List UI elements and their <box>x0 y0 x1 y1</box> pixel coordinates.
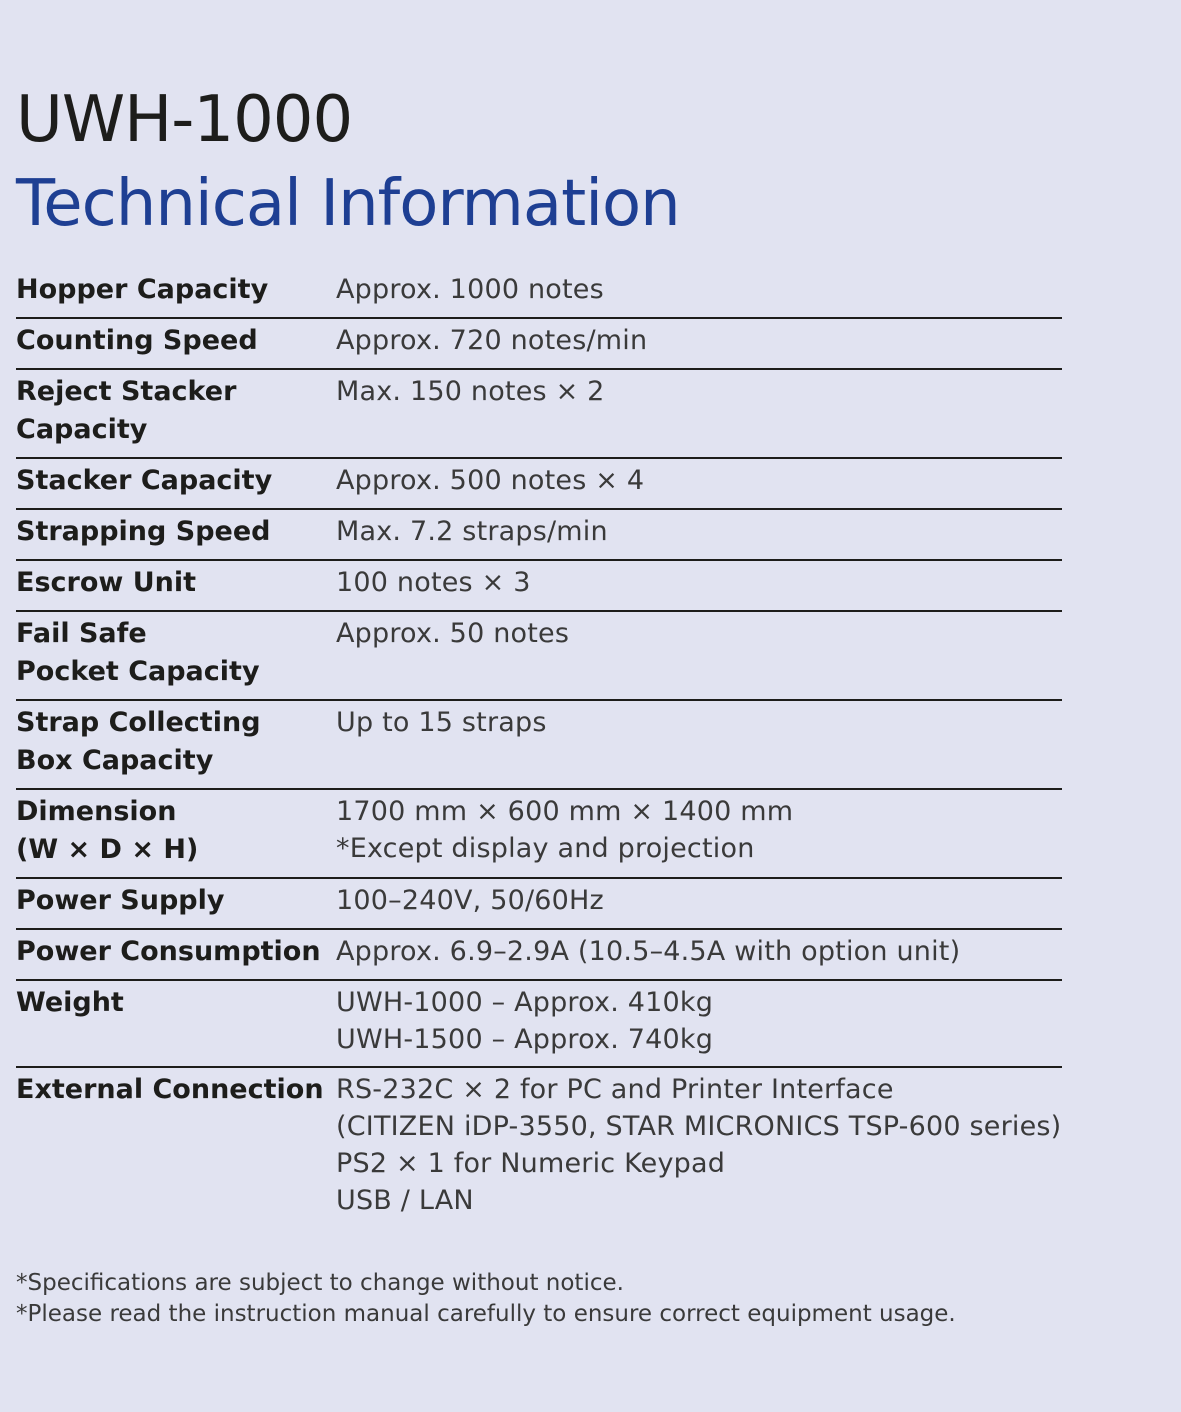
spec-label: Weight <box>16 987 124 1018</box>
spec-row <box>16 790 1062 879</box>
spec-row <box>16 459 1062 510</box>
spec-row <box>16 701 1062 790</box>
spec-label: Strap Collecting Box Capacity <box>16 707 261 776</box>
spec-values <box>336 271 1062 309</box>
spec-values <box>336 322 1062 360</box>
spec-value: UWH-1000 – Approx. 410kg <box>336 987 714 1018</box>
spec-row <box>16 319 1062 370</box>
spec-label: Power Supply <box>16 885 225 916</box>
spec-value: Approx. 720 notes/min <box>336 325 648 356</box>
spec-row <box>16 370 1062 459</box>
spec-value: USB / LAN <box>336 1185 474 1216</box>
spec-value: Max. 150 notes × 2 <box>336 376 605 407</box>
spec-value: 1700 mm × 600 mm × 1400 mm <box>336 796 794 827</box>
spec-value: Approx. 6.9–2.9A (10.5–4.5A with option unit) <box>336 936 961 967</box>
footnote: *Specifications are subject to change without notice. <box>16 1270 624 1296</box>
spec-values <box>336 615 1062 691</box>
spec-row <box>16 561 1062 612</box>
spec-label: Power Consumption <box>16 936 321 967</box>
spec-label: Reject Stacker Capacity <box>16 376 237 445</box>
model-title: UWH-1000 <box>16 83 353 157</box>
spec-value: 100 notes × 3 <box>336 567 531 598</box>
spec-value: Approx. 500 notes × 4 <box>336 465 645 496</box>
spec-row <box>16 612 1062 701</box>
spec-value: (CITIZEN iDP-3550, STAR MICRONICS TSP-600 series) <box>336 1111 1062 1142</box>
spec-row <box>16 1068 1062 1227</box>
spec-values <box>336 704 1062 780</box>
spec-value: RS-232C × 2 for PC and Printer Interface <box>336 1074 894 1105</box>
spec-row <box>16 981 1062 1068</box>
spec-values <box>336 513 1062 551</box>
spec-value: Approx. 1000 notes <box>336 274 604 305</box>
spec-label: Fail Safe Pocket Capacity <box>16 618 260 687</box>
spec-row <box>16 879 1062 930</box>
section-title: Technical Information <box>16 167 680 241</box>
spec-value: Approx. 50 notes <box>336 618 570 649</box>
spec-value: PS2 × 1 for Numeric Keypad <box>336 1148 726 1179</box>
spec-values <box>336 564 1062 602</box>
spec-value: 100–240V, 50/60Hz <box>336 885 604 916</box>
spec-label: Strapping Speed <box>16 516 271 547</box>
spec-values <box>336 1071 1062 1219</box>
spec-label: Escrow Unit <box>16 567 197 598</box>
spec-values <box>336 462 1062 500</box>
spec-values <box>336 933 1062 971</box>
spec-value: Up to 15 straps <box>336 707 547 738</box>
spec-row <box>16 510 1062 561</box>
spec-values <box>336 882 1062 920</box>
spec-value: UWH-1500 – Approx. 740kg <box>336 1024 714 1055</box>
spec-values <box>336 373 1062 449</box>
spec-row <box>16 268 1062 319</box>
spec-values <box>336 984 1062 1058</box>
spec-table <box>16 268 1062 1227</box>
spec-label: Dimension (W × D × H) <box>16 796 199 865</box>
spec-label: Counting Speed <box>16 325 258 356</box>
spec-label: Stacker Capacity <box>16 465 273 496</box>
spec-label: External Connection <box>16 1074 324 1105</box>
footnotes <box>16 1268 1062 1330</box>
spec-row <box>16 930 1062 981</box>
spec-values <box>336 793 1062 869</box>
spec-label: Hopper Capacity <box>16 274 269 305</box>
footnote: *Please read the instruction manual carefully to ensure correct equipment usage. <box>16 1301 956 1327</box>
spec-value: *Except display and projection <box>336 833 755 864</box>
spec-value: Max. 7.2 straps/min <box>336 516 608 547</box>
